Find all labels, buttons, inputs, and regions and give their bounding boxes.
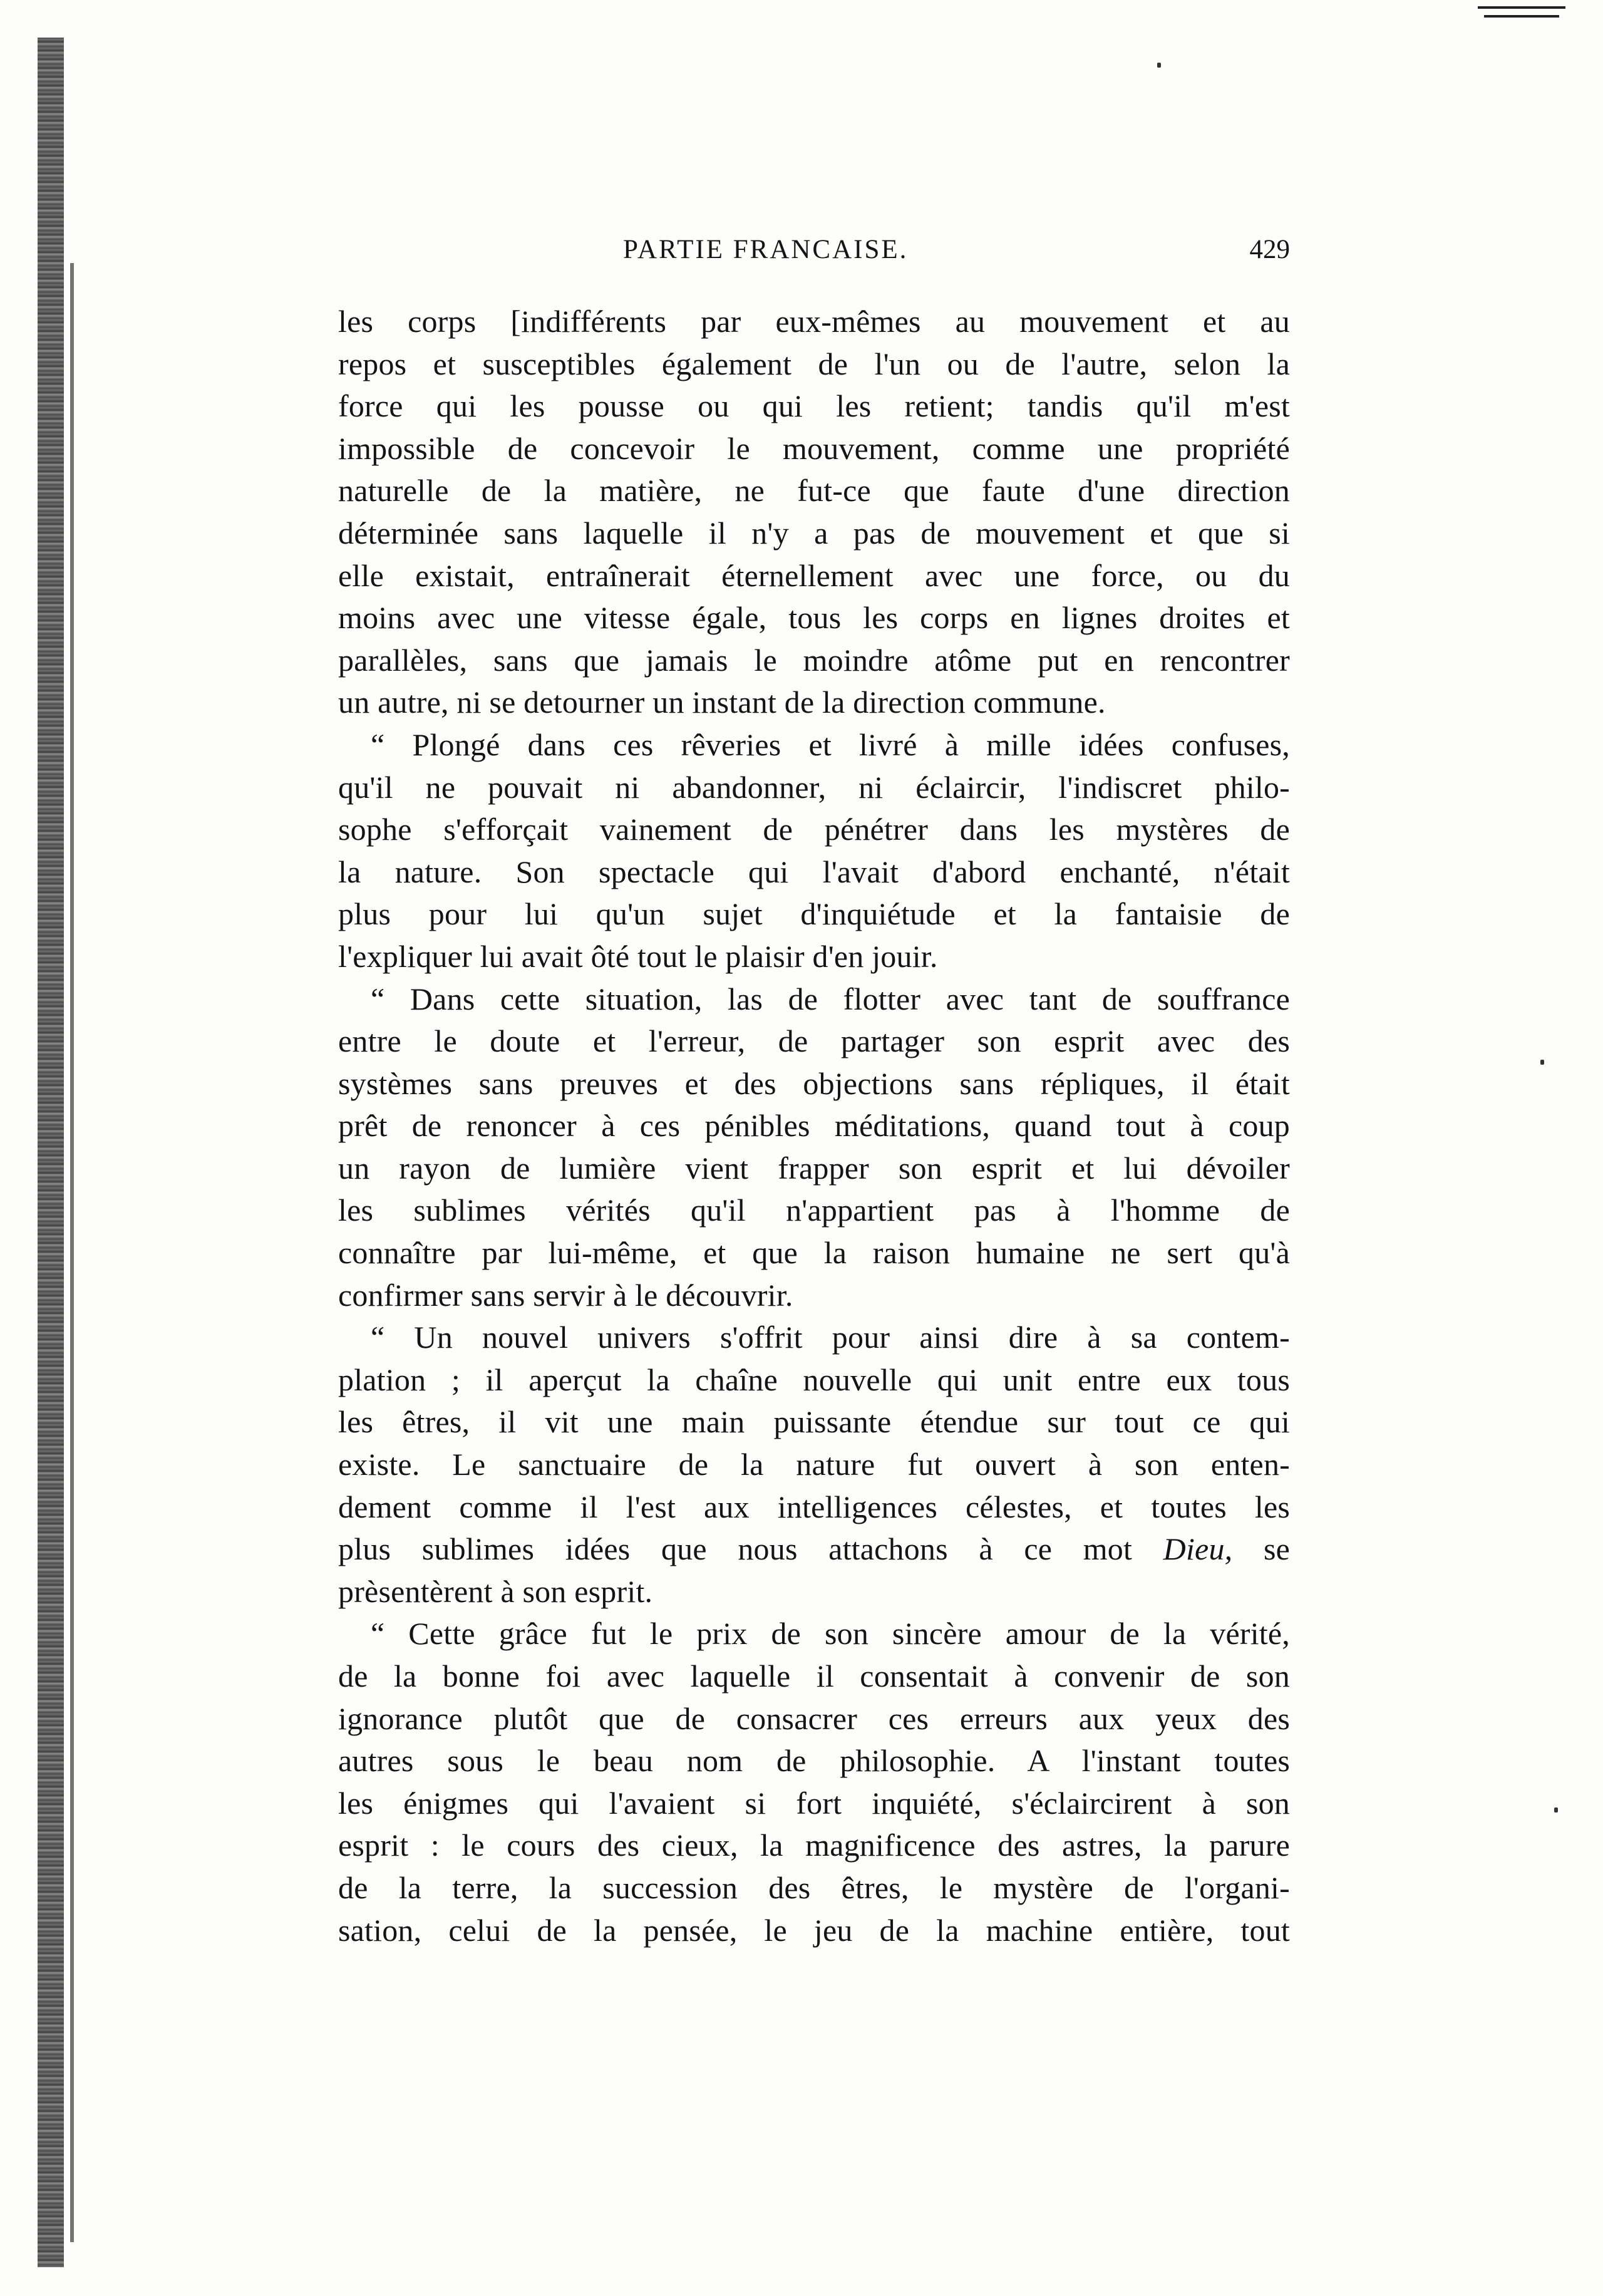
text-line: naturelle de la matière, ne fut-ce que faute d'une direction — [338, 473, 1290, 509]
text-line: de la bonne foi avec laquelle il consentait à convenir de son — [338, 1658, 1290, 1694]
text-span: plus sublimes idées que nous attachons à ce mot — [338, 1531, 1133, 1567]
text-line: ignorance plutôt que de consacrer ces erreurs aux yeux des — [338, 1700, 1290, 1736]
text-line: prêt de renoncer à ces pénibles méditations, quand tout à coup — [338, 1108, 1290, 1144]
text-line: un rayon de lumière vient frapper son esprit et lui dévoiler — [338, 1150, 1290, 1186]
scan-speck — [1157, 63, 1161, 68]
text-line: l'expliquer lui avait ôté tout le plaisir d'en jouir. — [338, 938, 938, 974]
body-text — [338, 301, 1290, 1952]
text-line: un autre, ni se detourner un instant de la direction commune. — [338, 685, 1106, 720]
binding-edge — [38, 38, 64, 2267]
text-line: connaître par lui-même, et que la raison humaine ne sert qu'à — [338, 1235, 1290, 1271]
running-head: PARTIE FRANCAISE. — [623, 235, 909, 264]
text-line: dement comme il l'est aux intelligences célestes, et toutes les — [338, 1489, 1290, 1524]
page-header — [338, 234, 1290, 274]
page-number: 429 — [1249, 235, 1290, 264]
text-line: “ Cette grâce fut le prix de son sincère amour de la vérité, — [371, 1616, 1290, 1652]
corner-rule — [1484, 15, 1559, 18]
text-line: prèsentèrent à son esprit. — [338, 1573, 653, 1609]
text-line: systèmes sans preuves et des objections sans répliques, il était — [338, 1065, 1290, 1101]
text-line: force qui les pousse ou qui les retient; tandis qu'il m'est — [338, 388, 1290, 424]
text-line: les énigmes qui l'avaient si fort inquiété, s'éclaircirent à son — [338, 1785, 1290, 1821]
text-line: impossible de concevoir le mouvement, comme une propriété — [338, 430, 1290, 466]
text-line: sation, celui de la pensée, le jeu de la machine entière, tout — [338, 1912, 1290, 1948]
text-span: se — [1263, 1531, 1290, 1567]
text-line: existe. Le sanctuaire de la nature fut ouvert à son enten- — [338, 1447, 1290, 1482]
text-line: autres sous le beau nom de philosophie. A l'instant toutes — [338, 1743, 1290, 1779]
text-line: entre le doute et l'erreur, de partager son esprit avec des — [338, 1023, 1290, 1059]
text-line: les sublimes vérités qu'il n'appartient pas à l'homme de — [338, 1192, 1290, 1228]
text-line: repos et susceptibles également de l'un ou de l'autre, selon la — [338, 346, 1290, 381]
text-line: elle existait, entraînerait éternellement avec une force, ou du — [338, 557, 1290, 593]
text-line: parallèles, sans que jamais le moindre atôme put en rencontrer — [338, 642, 1290, 678]
binding-shadow — [70, 263, 74, 2242]
text-line: “ Plongé dans ces rêveries et livré à mille idées confuses, — [371, 727, 1290, 762]
scan-speck — [1540, 1060, 1544, 1065]
text-line: plation ; il aperçut la chaîne nouvelle qui unit entre eux tous — [338, 1362, 1290, 1397]
text-line: les êtres, il vit une main puissante étendue sur tout ce qui — [338, 1404, 1290, 1440]
text-line: moins avec une vitesse égale, tous les corps en lignes droites et — [338, 600, 1290, 636]
text-line: qu'il ne pouvait ni abandonner, ni éclaircir, l'indiscret philo- — [338, 769, 1290, 805]
corner-rule — [1478, 6, 1565, 9]
text-line: les corps [indifférents par eux-mêmes au mouvement et au — [338, 304, 1290, 339]
text-line: esprit : le cours des cieux, la magnificence des astres, la parure — [338, 1828, 1290, 1863]
text-line: “ Dans cette situation, las de flotter avec tant de souffrance — [371, 981, 1290, 1016]
text-line: la nature. Son spectacle qui l'avait d'abord enchanté, n'était — [338, 854, 1290, 889]
text-line: de la terre, la succession des êtres, le mystère de l'organi- — [338, 1869, 1290, 1905]
text-line: “ Un nouvel univers s'offrit pour ainsi dire à sa contem- — [371, 1320, 1290, 1355]
text-line: confirmer sans servir à le découvrir. — [338, 1277, 793, 1313]
text-line: sophe s'efforçait vainement de pénétrer dans les mystères de — [338, 812, 1290, 847]
text-line: plus pour lui qu'un sujet d'inquiétude et la fantaisie de — [338, 896, 1290, 932]
text-line-with-italic — [338, 1528, 1290, 1571]
scan-speck — [1554, 1807, 1558, 1812]
text-line: déterminée sans laquelle il n'y a pas de mouvement et que si — [338, 515, 1290, 551]
italic-word: Dieu, — [1163, 1531, 1233, 1567]
